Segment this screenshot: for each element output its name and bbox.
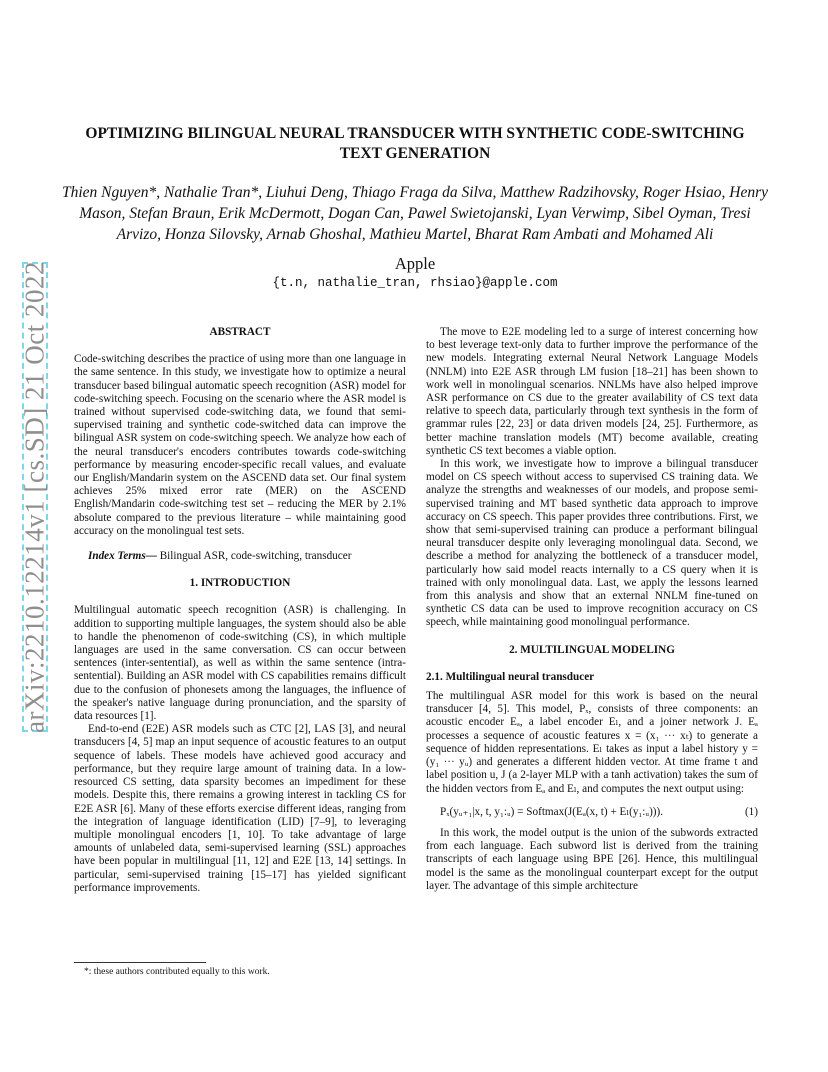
author-list: Thien Nguyen*, Nathalie Tran*, Liuhui Deng, Thiago Fraga da Silva, Matthew Radzihovsky, Roger Hsiao, Henry Mason, Stefan Braun, Erik McDermott, Dogan Can, Pawel Swietojanski, Lyan Verwimp, Sibel Oyman, Tresi Arvizo, Honza Silovsky, Arnab Ghoshal, Mathieu Martel, Bharat Ram Ambati and Mohamed Ali <box>61 184 769 243</box>
email-addresses: {t.n, nathalie_tran, rhsiao}@apple.com <box>272 276 558 290</box>
equation-1-number: (1) <box>744 805 758 818</box>
left-column <box>74 326 406 895</box>
index-terms-text: Bilingual ASR, code-switching, transducer <box>156 550 352 563</box>
footnote-rule <box>74 962 206 963</box>
index-terms <box>74 550 406 563</box>
equation-1 <box>426 806 758 819</box>
abstract-text: Code-switching describes the practice of using more than one language in the same sentence. In this study, we investigate how to optimize a neural transducer based bilingual automatic speech recognition (ASR) model for code-switching speech. Focusing on the scenario where the ASR model is trained without supervised code-switching data, we found that semi-supervised training and synthetic code-switched data can improve the bilingual ASR system on code-switching speech. We analyze how each of the neural transducer's encoders contributes towards code-switching performance by measuring encoder-specific recall values, and evaluate our English/Mandarin system on the ASCEND data set. Our final system achieves 25% mixed error rate (MER) on the ASCEND English/Mandarin code-switching test set – reducing the MER by 2.1% absolute compared to the previous literature – while maintaining good accuracy on the monolingual test sets. <box>74 353 406 537</box>
equation-1-body: Pₓ(yᵤ₊₁|x, t, y₁:ᵤ) = Softmax(J(Eₐ(x, t) + Eₗ(y₁:ᵤ))). <box>440 805 664 818</box>
right-column <box>426 326 758 893</box>
paper-title: OPTIMIZING BILINGUAL NEURAL TRANSDUCER WITH SYNTHETIC CODE-SWITCHING TEXT GENERATION <box>85 125 745 162</box>
section-2-heading: 2. MULTILINGUAL MODELING <box>509 643 675 656</box>
intro-paragraph-2: End-to-end (E2E) ASR models such as CTC [2], LAS [3], and neural transducers [4, 5] map an input sequence of acoustic features to an output sequence of labels. These models have achieved good accuracy and performance, but they require large amount of training data. In a low-resourced CS setting, data sparsity becomes an impediment for these models. Despite this, there remains a growing interest in tackling CS for E2E ASR [6]. Many of these efforts exercise different ideas, ranging from the integration of language identification (LID) [7–9], to leveraging multiple monolingual encoders [1, 10]. To take advantage of large amounts of unlabeled data, semi-supervised learning (SSL) approaches have been popular in multilingual [11, 12] and E2E [13, 14] settings. In particular, semi-supervised training [15–17] has yielded significant performance improvements. <box>74 723 406 894</box>
intro-paragraph-4: In this work, we investigate how to improve a bilingual transducer model on CS speech without access to supervised CS training data. We analyze the strengths and weaknesses of our models, and propose semi-supervised training and MT based synthetic data approach to improve accuracy on CS speech. This paper provides three contributions. First, we show that semi-supervised training can produce a performant bilingual neural transducer despite only leveraging monolingual data. Second, we describe a method for analyzing the bottleneck of a transducer model, particularly how said model reacts internally to a CS query when it is trained with only monolingual data. Last, we apply the lessons learned from this analysis and show that an external NNLM fine-tuned on synthetic CS data can be used to improve recognition accuracy on CS speech, while maintaining good monolingual performance. <box>426 458 758 629</box>
abstract-heading: ABSTRACT <box>209 326 271 338</box>
affiliation: Apple <box>394 254 436 273</box>
index-terms-label: Index Terms— <box>88 550 157 563</box>
arxiv-identifier-text: arXiv:2210.12214v1 [cs.SD] 21 Oct 2022 <box>19 261 50 733</box>
footnote: *: these authors contributed equally to this work. <box>84 967 270 977</box>
arxiv-identifier <box>19 261 50 733</box>
introduction-heading: 1. INTRODUCTION <box>189 577 291 590</box>
section-2-paragraph-1: The multilingual ASR model for this work is based on the neural transducer [4, 5]. This model, Pₓ, consists of three components: an acoustic encoder Eₐ, a label encoder Eₗ, and a joiner network J. Eₐ processes a sequence of acoustic features x = (x₁ ··· xₜ) to generate a sequence of hidden representations. Eₗ takes as input a label history y = (y₁ ··· yᵤ) and generates a different hidden vector. At time frame t and label position u, J (a 2-layer MLP with a tanh activation) takes the sum of the hidden vectors from Eₐ and Eₗ, and computes the next output using: <box>426 690 758 795</box>
section-2-1-heading: 2.1. Multilingual neural transducer <box>426 670 595 683</box>
intro-paragraph-3: The move to E2E modeling led to a surge of interest concerning how to best leverage text-only data to further improve the performance of the new models. Integrating external Neural Network Language Models (NNLM) into E2E ASR through LM fusion [18–21] has been shown to work well in monolingual scenarios. NNLMs have also helped improve ASR performance on CS due to the greater availability of CS text data relative to speech data, particularly through text synthesis in the form of grammar rules [22, 23] or data driven models [24, 25]. Furthermore, as better machine translation models (MT) become available, creating synthetic CS text becomes a viable option. <box>426 326 758 457</box>
intro-paragraph-1: Multilingual automatic speech recognition (ASR) is challenging. In addition to supporting multiple languages, the system should also be able to handle the phenomenon of code-switching (CS), in which multiple languages are used in the same conversation. CS can occur between sentences (inter-sentential), as well as within the same sentence (intra-sentential). Building an ASR model with CS capabilities remains difficult due to the confusion of phonesets among the languages, the influence of the speaker's native language during pronunciation, and the sparsity of data resources [1]. <box>74 604 406 723</box>
section-2-paragraph-2: In this work, the model output is the union of the subwords extracted from each language. Each subword list is derived from the training transcripts of each language using BPE [26]. Hence, this multilingual model is the same as the monolingual counterpart except for the output layer. The advantage of this simple architecture <box>426 826 758 892</box>
